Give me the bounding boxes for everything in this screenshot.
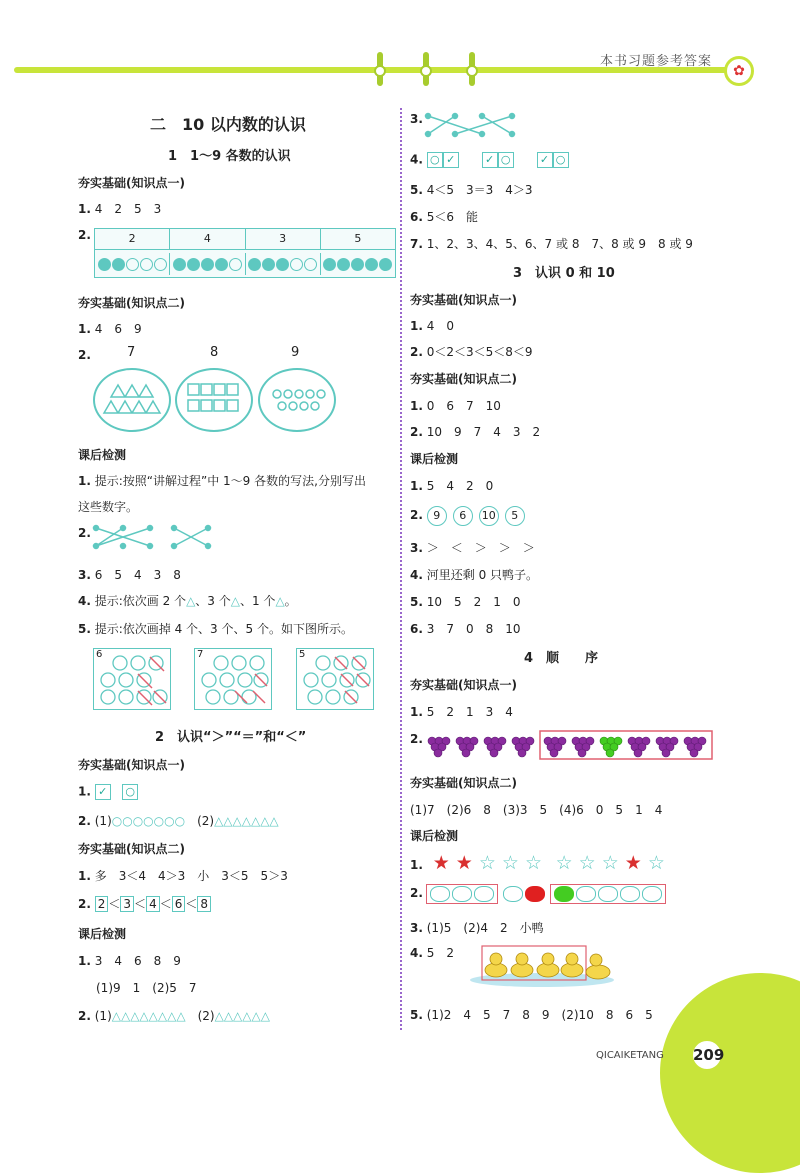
- table-cell: 2: [95, 229, 170, 249]
- answer-line: 4. ○ ✓ ✓ ○ ✓ ○: [410, 152, 569, 168]
- answer-line: 4. 5 2: [410, 946, 455, 960]
- triangles-row: △△△△△△△△: [111, 1009, 186, 1023]
- star-filled-icon: ★: [624, 852, 642, 874]
- answer-line: 1. 4 6 9: [78, 322, 142, 336]
- grape-row: [426, 730, 716, 763]
- triangle-icon: △: [275, 594, 285, 608]
- oval-number: 9: [291, 345, 300, 360]
- dot-oval: [258, 368, 336, 432]
- matching-lines-icon: [424, 112, 520, 140]
- ducks-illustration: [466, 944, 618, 988]
- answer-line: 1. 5 4 2 0: [410, 479, 494, 493]
- section-label: 课后检测: [410, 829, 459, 843]
- circled-number: 6: [453, 506, 473, 526]
- apple-red-icon: [525, 886, 545, 902]
- answer-text: 6 5 4 3 8: [94, 568, 181, 582]
- section-label: 夯实基础(知识点一): [410, 678, 517, 692]
- binder-clip: [469, 52, 475, 86]
- question-number: 2.: [410, 886, 423, 900]
- question-number: 2.: [78, 526, 91, 540]
- matching-lines-icon: [92, 524, 217, 552]
- answer-line: 3. 6 5 4 3 8: [78, 568, 181, 582]
- answer-text: 这些数字。: [78, 500, 139, 514]
- crossed-circles-icon: [94, 649, 170, 709]
- answer-line: 2. 9 6 10 5: [410, 506, 531, 526]
- section-title: 4 顺 序: [524, 651, 599, 666]
- crossed-circle-box: [194, 648, 272, 710]
- answer-text: 4 6 9: [94, 322, 142, 336]
- dots-icon: [260, 370, 334, 430]
- answer-text: 1、2、3、4、5、6、7 或 8 7、8 或 9 8 或 9: [426, 237, 693, 251]
- answer-line: 4. 提示:依次画 2 个△、3 个△、1 个△。: [78, 594, 297, 608]
- answer-text: 提示:按照“讲解过程”中 1～9 各数的写法,分别写出: [94, 474, 366, 488]
- star-outline-icon: ☆: [478, 852, 496, 874]
- question-number: 2.: [78, 348, 91, 362]
- triangles-row: △△△△△△△: [214, 814, 279, 828]
- answer-text: 0 6 7 10: [426, 399, 501, 413]
- section-label: 夯实基础(知识点一): [78, 758, 185, 772]
- triangles-row: △△△△△△: [214, 1009, 270, 1023]
- circle-box: ○: [553, 152, 569, 168]
- section-label: 课后检测: [78, 927, 127, 941]
- answer-line: 1. 提示:按照“讲解过程”中 1～9 各数的写法,分别写出: [78, 474, 366, 488]
- circled-number: 10: [479, 506, 499, 526]
- squares-icon: [177, 370, 251, 430]
- question-number: 2.: [410, 732, 423, 746]
- apple-outline-icon: [452, 886, 472, 902]
- answer-text: 3 4 6 8 9: [94, 954, 181, 968]
- grapes-icon: [426, 730, 716, 760]
- answer-text: ＞ ＜ ＞ ＞ ＞: [426, 541, 535, 555]
- table-cell: 3: [246, 229, 321, 249]
- star-filled-icon: ★: [455, 852, 473, 874]
- answer-text: (1): [94, 1009, 112, 1023]
- apple-green-icon: [554, 886, 574, 902]
- answer-text: 4 2 5 3: [94, 202, 162, 216]
- answer-line: 6. 3 7 0 8 10: [410, 622, 521, 636]
- answer-text: 4 0: [426, 319, 455, 333]
- triangles-icon: [95, 370, 169, 430]
- number-box: 6: [172, 896, 186, 912]
- answer-text: 5 4 2 0: [426, 479, 494, 493]
- answer-text: 3 7 0 8 10: [426, 622, 521, 636]
- oval-number: 8: [210, 345, 219, 360]
- check-box: ✓: [95, 784, 111, 800]
- oval-number: 7: [127, 345, 136, 360]
- comparison-sign: ＜: [134, 897, 147, 911]
- answer-line: 5. 4＜5 3＝3 4＞3: [410, 183, 533, 197]
- answer-text: 河里还剩 0 只鸭子。: [426, 568, 539, 582]
- section-label: 夯实基础(知识点二): [410, 372, 517, 386]
- answer-text: 5＜6 能: [426, 210, 479, 224]
- answer-line: 2. 0＜2＜3＜5＜8＜9: [410, 345, 533, 359]
- answer-text: (1)5 (2)4 2 小鸭: [426, 921, 544, 935]
- brand-text: QICAIKETANG: [596, 1050, 664, 1061]
- star-outline-icon: ☆: [524, 852, 542, 874]
- question-number: 2.: [78, 228, 91, 242]
- crossed-circles-icon: [195, 649, 271, 709]
- answer-line: 1. 4 2 5 3: [78, 202, 162, 216]
- mascot-icon: ✿: [724, 56, 754, 86]
- answer-line: 2. 2 ＜ 3 ＜ 4 ＜ 6 ＜ 8: [78, 895, 211, 912]
- triangle-icon: △: [186, 594, 196, 608]
- circled-number: 5: [505, 506, 525, 526]
- star-outline-icon: ☆: [647, 852, 665, 874]
- answer-text: 、3 个: [195, 594, 231, 608]
- apple-outline-icon: [598, 886, 618, 902]
- section-title: 3 认识 0 和 10: [513, 266, 615, 281]
- corner-decoration: [660, 973, 800, 1173]
- answer-line: 1. 3 4 6 8 9: [78, 954, 181, 968]
- circles-row: ○○○○○○○: [111, 814, 186, 828]
- apple-outline-icon: [620, 886, 640, 902]
- apple-outline-icon: [576, 886, 596, 902]
- apple-outline-icon: [430, 886, 450, 902]
- table-cell: 4: [170, 229, 245, 249]
- bead-group: [246, 253, 321, 275]
- answer-line: 1. ✓ ○: [78, 784, 138, 800]
- apple-outline-icon: [474, 886, 494, 902]
- circled-number: 9: [427, 506, 447, 526]
- number-box: 4: [146, 896, 160, 912]
- column-divider: [400, 108, 402, 1030]
- star-outline-icon: ☆: [555, 852, 573, 874]
- apple-group: [550, 884, 666, 904]
- answer-text: (1)7 (2)6 8 (3)3 5 (4)6 0 5 1 4: [410, 803, 663, 817]
- answer-text: 10 5 2 1 0: [426, 595, 521, 609]
- answer-line: 1. 0 6 7 10: [410, 399, 501, 413]
- answer-line: 5. 10 5 2 1 0: [410, 595, 521, 609]
- comparison-sign: ＜: [108, 897, 121, 911]
- number-box: 2: [95, 896, 109, 912]
- page-number: 209: [690, 1038, 724, 1072]
- star-outline-icon: ☆: [601, 852, 619, 874]
- answer-text: 。: [284, 594, 297, 608]
- answer-text: 10 9 7 4 3 2: [426, 425, 541, 439]
- circle-box: ○: [498, 152, 514, 168]
- number-box: 3: [120, 896, 134, 912]
- crossed-circles-icon: [297, 649, 373, 709]
- check-box: ✓: [482, 152, 498, 168]
- answer-line: 1. 5 2 1 3 4: [410, 705, 513, 719]
- binder-clip: [423, 52, 429, 86]
- answer-line: 7. 1、2、3、4、5、6、7 或 8 7、8 或 9 8 或 9: [410, 237, 693, 251]
- answer-line: 2. (1)○○○○○○○ (2)△△△△△△△: [78, 814, 279, 828]
- star-outline-icon: ☆: [501, 852, 519, 874]
- header-title: 本书习题参考答案: [600, 54, 713, 69]
- answer-line: 3. ＞ ＜ ＞ ＞ ＞: [410, 541, 535, 555]
- answer-line: 4. 河里还剩 0 只鸭子。: [410, 568, 539, 582]
- answer-text: 5 2 1 3 4: [426, 705, 513, 719]
- crossed-circle-box: [296, 648, 374, 710]
- square-oval: [175, 368, 253, 432]
- star-filled-icon: ★: [432, 852, 450, 874]
- question-number: 3.: [410, 112, 423, 126]
- table-cell: 5: [354, 232, 362, 245]
- answer-text: 0＜2＜3＜5＜8＜9: [426, 345, 533, 359]
- answer-text: (1)9 1 (2)5 7: [96, 981, 197, 995]
- section-label: 课后检测: [410, 452, 459, 466]
- box-number: 5: [299, 649, 306, 660]
- answer-line: 3. (1)5 (2)4 2 小鸭: [410, 921, 544, 935]
- answer-text: 、1 个: [239, 594, 276, 608]
- answer-text: 4＜5 3＝3 4＞3: [426, 183, 533, 197]
- box-number: 7: [197, 649, 204, 660]
- counter-table: [94, 228, 396, 278]
- bead-group: [95, 253, 170, 275]
- check-box: ✓: [537, 152, 553, 168]
- bead-group: [321, 253, 395, 275]
- answer-line: 5. 提示:依次画掉 4 个、3 个、5 个。如下图所示。: [78, 622, 353, 636]
- answer-line: 5. (1)2 4 5 7 8 9 (2)10 8 6 5: [410, 1008, 653, 1022]
- apple-outline-icon: [642, 886, 662, 902]
- section-label: 课后检测: [78, 448, 127, 462]
- answer-line: 2. 10 9 7 4 3 2: [410, 425, 541, 439]
- answer-line: 2. (1)△△△△△△△△ (2)△△△△△△: [78, 1009, 270, 1023]
- comparison-sign: ＜: [185, 897, 198, 911]
- bead-group: [170, 253, 245, 275]
- check-box: ✓: [443, 152, 459, 168]
- chapter-title: 二 10 以内数的认识: [150, 115, 306, 134]
- apple-row: [426, 884, 666, 904]
- box-number: 6: [96, 649, 103, 660]
- apple-group: [426, 884, 498, 904]
- section-label: 夯实基础(知识点二): [78, 842, 185, 856]
- section-label: 夯实基础(知识点二): [410, 776, 517, 790]
- comparison-sign: ＜: [159, 897, 172, 911]
- answer-line: 1. 4 0: [410, 319, 455, 333]
- section-title: 1 1～9 各数的认识: [168, 149, 291, 164]
- answer-text: 提示:依次画 2 个: [94, 594, 187, 608]
- section-label: 夯实基础(知识点二): [78, 296, 185, 310]
- answer-text: 5 2: [426, 946, 455, 960]
- binder-clip: [377, 52, 383, 86]
- answer-text: 多 3＜4 4＞3 小 3＜5 5＞3: [94, 869, 288, 883]
- answer-line: 6. 5＜6 能: [410, 210, 479, 224]
- triangle-icon: △: [230, 594, 240, 608]
- star-outline-icon: ☆: [578, 852, 596, 874]
- apple-outline-icon: [503, 886, 523, 902]
- section-label: 夯实基础(知识点一): [410, 293, 517, 307]
- answer-text: (2): [197, 1009, 215, 1023]
- triangle-oval: [93, 368, 171, 432]
- circle-box: ○: [427, 152, 443, 168]
- answer-line: 1. ★ ★ ☆ ☆ ☆ ☆ ☆ ☆ ★ ☆: [410, 852, 665, 874]
- answer-line: 1. 多 3＜4 4＞3 小 3＜5 5＞3: [78, 869, 288, 883]
- crossed-circle-box: [93, 648, 171, 710]
- answer-text: 提示:依次画掉 4 个、3 个、5 个。如下图所示。: [94, 622, 353, 636]
- section-title: 2 认识“＞”“＝”和“＜”: [155, 730, 307, 745]
- section-label: 夯实基础(知识点一): [78, 176, 185, 190]
- answer-text: (1): [94, 814, 112, 828]
- number-box: 8: [197, 896, 211, 912]
- answer-text: (1)2 4 5 7 8 9 (2)10 8 6 5: [426, 1008, 653, 1022]
- circle-box: ○: [122, 784, 138, 800]
- answer-text: (2): [197, 814, 215, 828]
